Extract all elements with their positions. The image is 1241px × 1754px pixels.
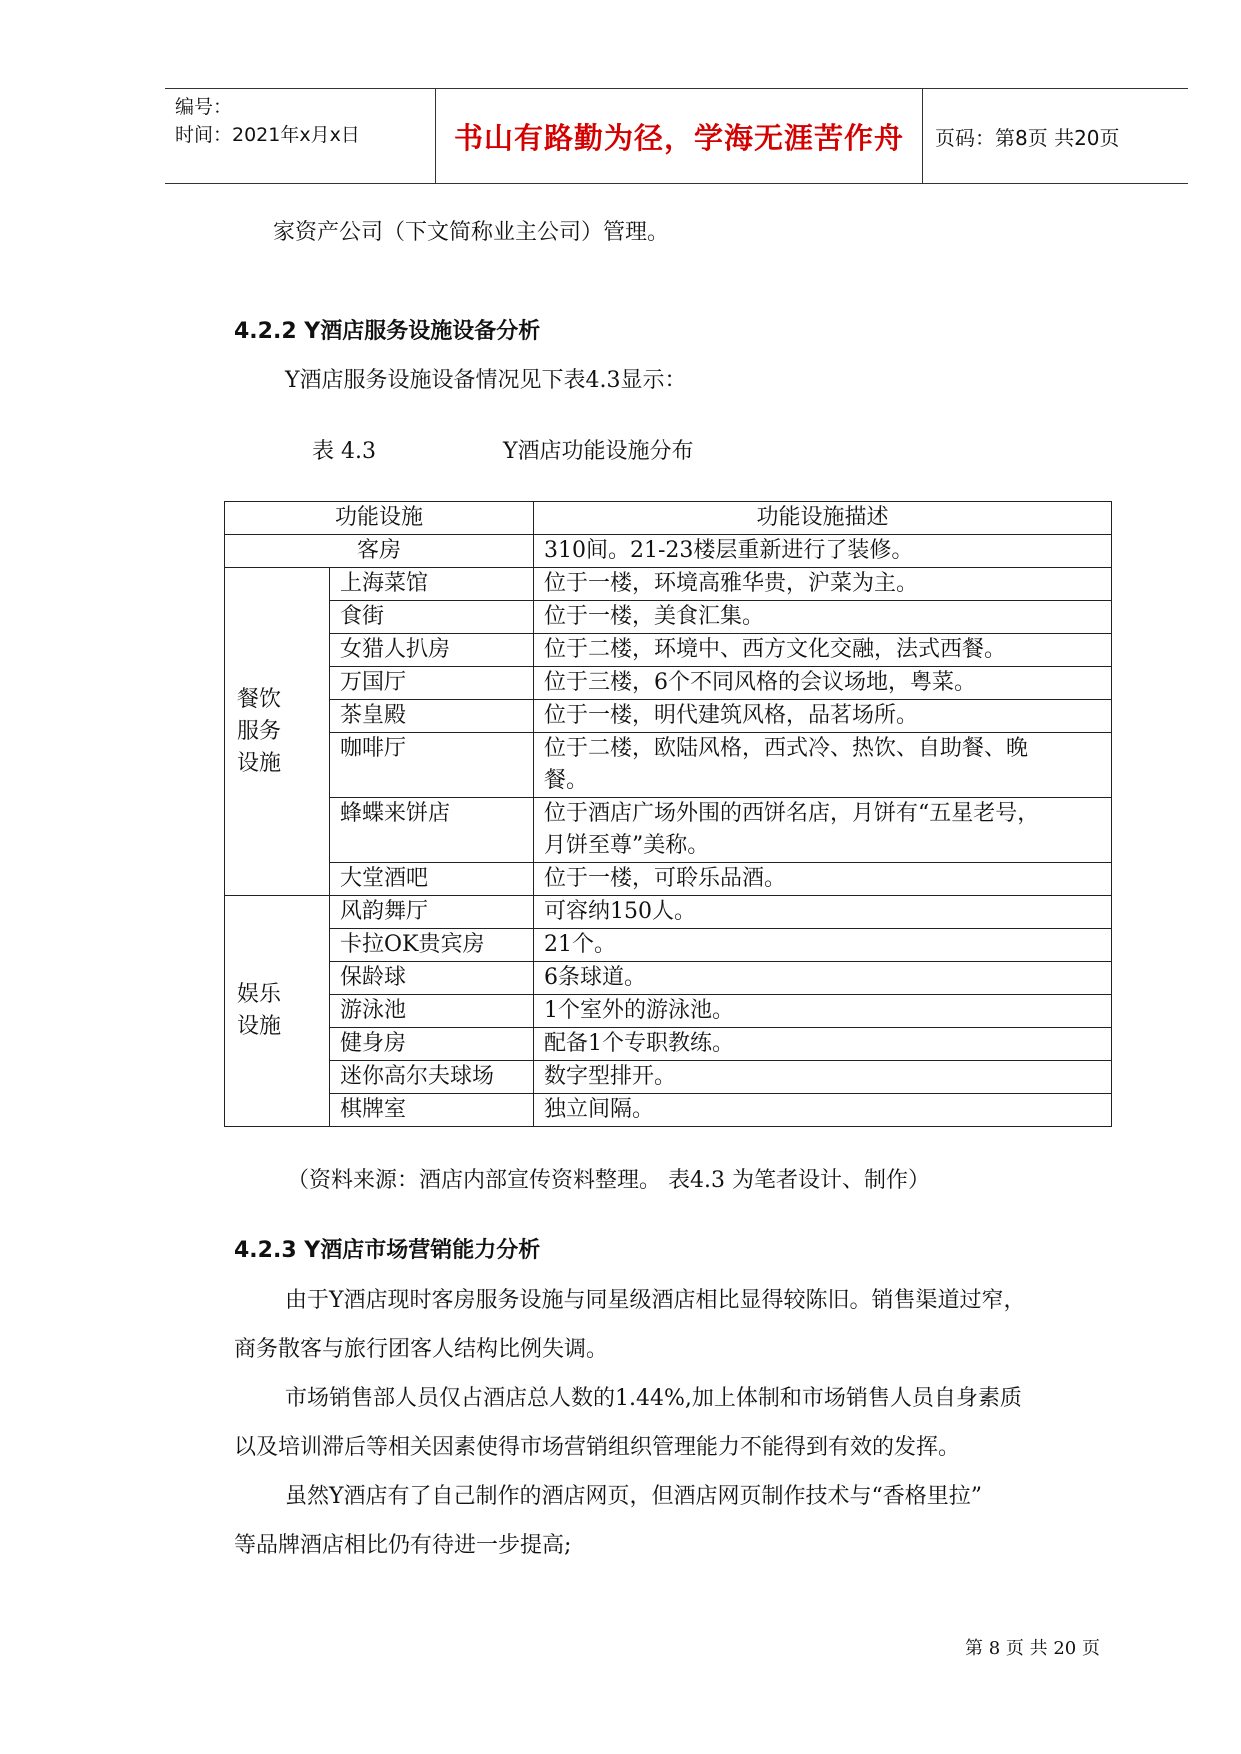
page-footer: 第 8 页 共 20 页 [965,1638,1100,1659]
facility-description: 数字型排开。 [534,1061,1112,1094]
facility-name: 上海菜馆 [330,568,534,601]
facility-name: 棋牌室 [330,1094,534,1127]
facility-description: 1个室外的游泳池。 [534,995,1112,1028]
intro-line: 家资产公司（下文简称业主公司）管理。 [273,220,670,245]
facility-description: 位于一楼，环境高雅华贵，沪菜为主。 [534,568,1112,601]
facility-description: 独立间隔。 [534,1094,1112,1127]
facility-description: 位于一楼，美食汇集。 [534,601,1112,634]
table-row [225,700,1112,733]
facility-name: 迷你高尔夫球场 [330,1061,534,1094]
paragraph-line: 由于Y酒店现时客房服务设施与同星级酒店相比显得较陈旧。销售渠道过窄， [285,1288,1026,1313]
paragraph-line: 虽然Y酒店有了自己制作的酒店网页，但酒店网页制作技术与“香格里拉” [285,1484,983,1509]
entertainment-category-cell [225,896,330,1127]
table-row [225,929,1112,962]
facility-description: 21个。 [534,929,1112,962]
table-row [225,896,1112,929]
description-line: 餐。 [544,768,589,793]
facility-name: 万国厅 [330,667,534,700]
table-row [225,1028,1112,1061]
doc-time-label: 时间：2021年x月x日 [175,124,360,146]
facility-description [534,733,1112,798]
facility-table [224,501,1112,1127]
facility-name: 健身房 [330,1028,534,1061]
paragraph-line: 市场销售部人员仅占酒店总人数的1.44%,加上体制和市场销售人员自身素质 [285,1386,1022,1411]
facility-description: 位于一楼，明代建筑风格，品茗场所。 [534,700,1112,733]
category-label: 餐饮 [237,686,282,712]
paragraph-line: 等品牌酒店相比仍有待进一步提高; [234,1533,572,1558]
page-header [165,88,1188,184]
description-line: 月饼至尊”美称。 [544,833,710,858]
facility-name: 食街 [330,601,534,634]
table-row [225,1094,1112,1127]
table-header-description: 功能设施描述 [534,502,1112,535]
facility-name: 风韵舞厅 [330,896,534,929]
table-caption-title: Y酒店功能设施分布 [503,439,694,464]
doc-number-label: 编号： [175,96,233,118]
facility-name: 保龄球 [330,962,534,995]
table-row [225,601,1112,634]
facility-name: 女猎人扒房 [330,634,534,667]
table-row [225,535,1112,568]
facility-description: 可容纳150人。 [534,896,1112,929]
table-row [225,995,1112,1028]
section-heading-423: 4.2.3 Y酒店市场营销能力分析 [234,1238,541,1263]
category-label: 娱乐 [237,982,282,1007]
table-row [225,568,1112,601]
table-header-row [225,502,1112,535]
facility-description: 6条球道。 [534,962,1112,995]
description-line: 位于二楼，欧陆风格，西式冷、热饮、自助餐、晚 [544,736,1029,761]
facility-description: 位于三楼，6个不同风格的会议场地，粤菜。 [534,667,1112,700]
facility-name: 蜂蝶来饼店 [330,798,534,863]
category-label: 设施 [237,1014,282,1039]
table-row [225,863,1112,896]
table-row [225,634,1112,667]
source-note: （资料来源：酒店内部宣传资料整理。 表4.3 为笔者设计、制作） [287,1168,930,1193]
facility-description: 位于一楼，可聆乐品酒。 [534,863,1112,896]
section-422-text: Y酒店服务设施设备情况见下表4.3显示： [285,368,687,393]
facility-name: 茶皇殿 [330,700,534,733]
facility-name: 游泳池 [330,995,534,1028]
facility-name: 大堂酒吧 [330,863,534,896]
paragraph-line: 商务散客与旅行团客人结构比例失调。 [234,1337,609,1362]
table-caption-number: 表 4.3 [312,439,376,464]
table-row [225,667,1112,700]
facility-description: 位于二楼，环境中、西方文化交融，法式西餐。 [534,634,1112,667]
facility-name: 客房 [225,535,534,568]
section-heading-422: 4.2.2 Y酒店服务设施设备分析 [234,319,541,344]
category-label: 设施 [237,750,282,776]
facility-description: 配备1个专职教练。 [534,1028,1112,1061]
table-row [225,962,1112,995]
facility-description [534,798,1112,863]
header-meta [165,89,436,183]
facility-name: 卡拉OK贵宾房 [330,929,534,962]
table-row [225,798,1112,863]
dining-category-cell [225,568,330,896]
paragraph-line: 以及培训滞后等相关因素使得市场营销组织管理能力不能得到有效的发挥。 [234,1435,961,1460]
facility-name: 咖啡厅 [330,733,534,798]
table-header-facility: 功能设施 [225,502,534,535]
table-row [225,733,1112,798]
category-label: 服务 [237,718,282,744]
description-line: 位于酒店广场外围的西饼名店，月饼有“五星老号， [544,801,1040,826]
header-page-info: 页码：第8页 共20页 [935,125,1120,150]
facility-description: 310间。21-23楼层重新进行了装修。 [534,535,1112,568]
header-motto: 书山有路勤为径，学海无涯苦作舟 [436,89,923,183]
table-row [225,1061,1112,1094]
